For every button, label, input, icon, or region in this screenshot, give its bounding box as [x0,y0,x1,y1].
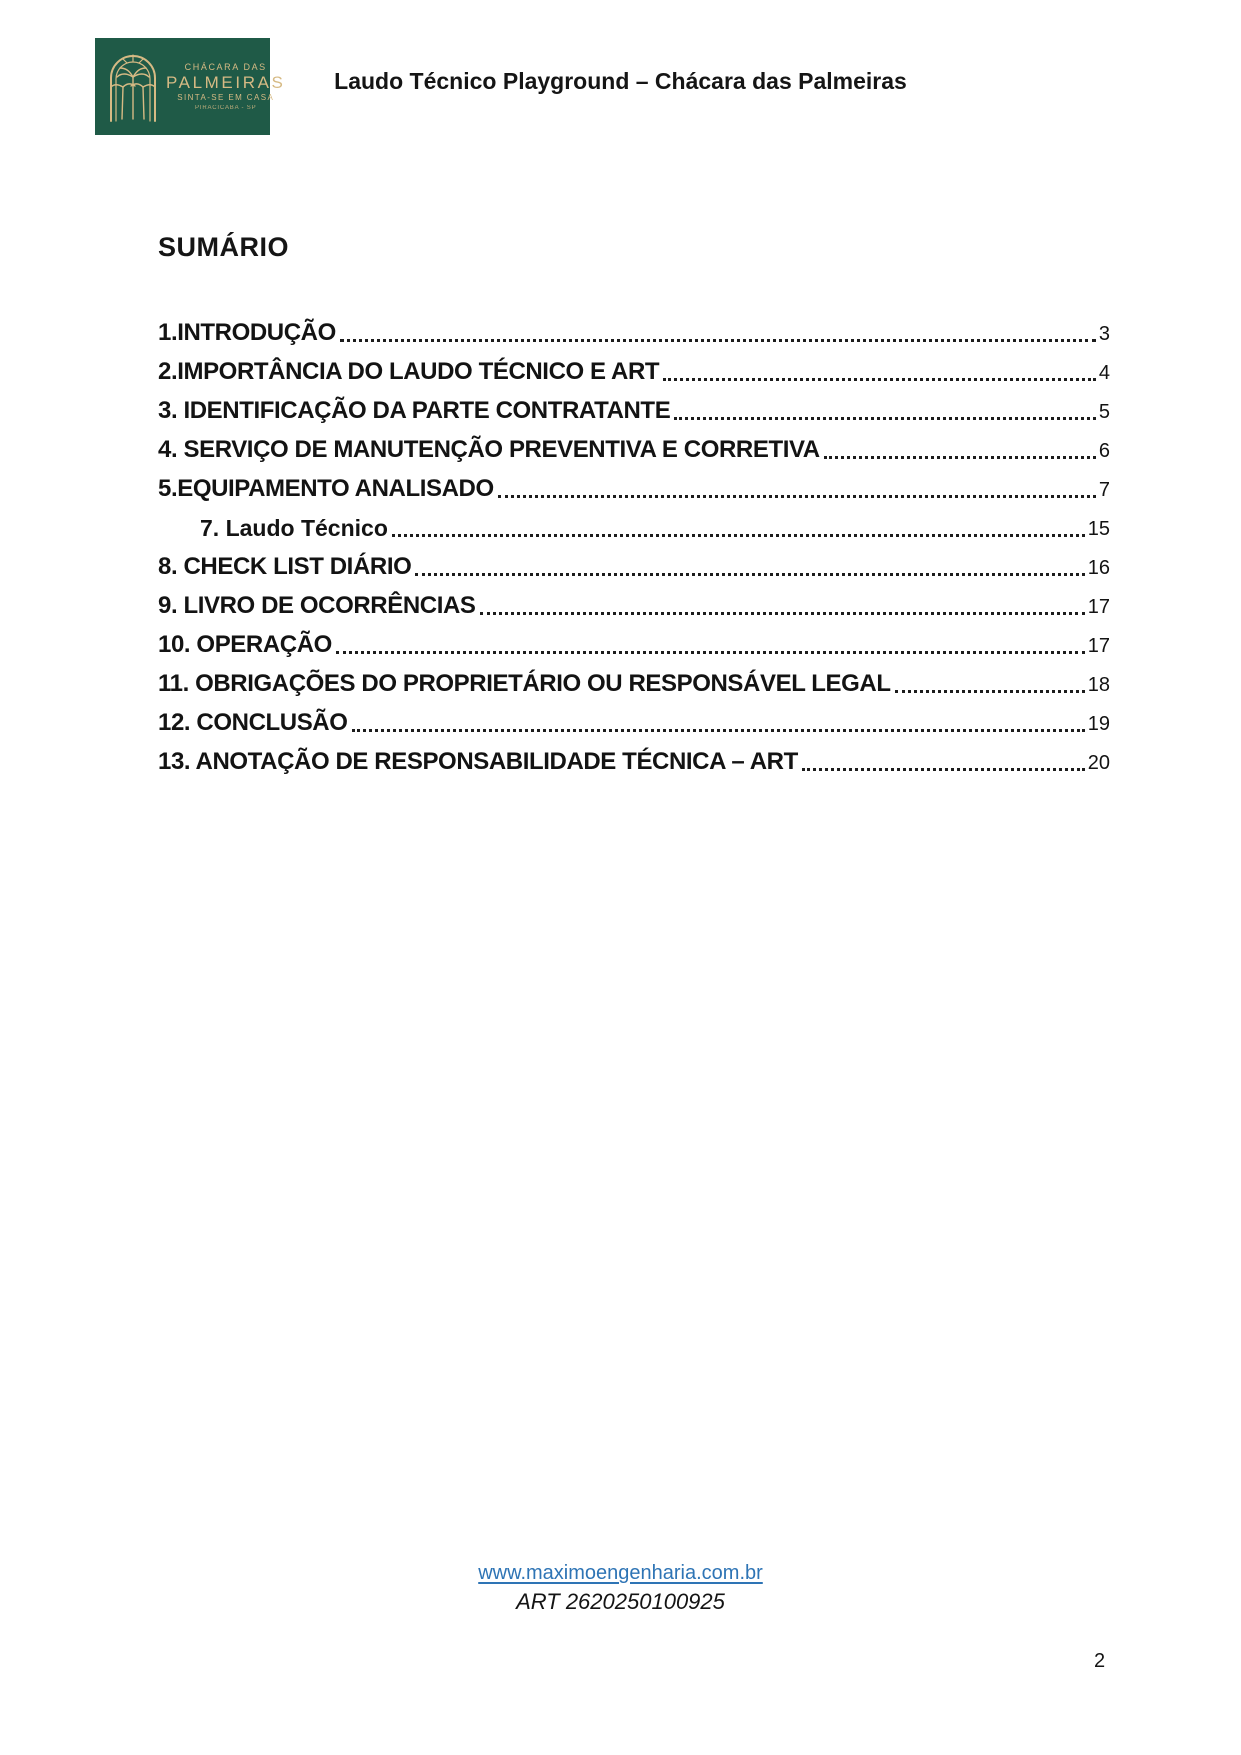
toc-entry-label: 12. CONCLUSÃO [158,709,348,736]
toc-entry-operacao [158,631,1110,659]
toc-entry-page: 3 [1098,323,1110,345]
toc-entry-conclusao [158,709,1110,737]
toc-entry-page: 4 [1098,362,1110,384]
logo-line-2: PALMEIRAS [166,72,286,92]
toc-entry-page: 16 [1087,557,1110,579]
document-title: Laudo Técnico Playground – Chácara das Palmeiras [334,68,907,94]
toc-entry-label: 13. ANOTAÇÃO DE RESPONSABILIDADE TÉCNICA – ART [158,748,798,775]
toc-entry-page: 15 [1087,518,1110,540]
toc-entry-introducao [158,319,1110,347]
toc-entry-page: 18 [1087,674,1110,696]
toc-entry-label: 1.INTRODUÇÃO [158,319,336,346]
toc-entry-identificacao [158,397,1110,425]
dot-leader [663,378,1096,381]
logo-line-3: SINTA-SE EM CASA [177,93,275,103]
page-number: 2 [1094,1650,1106,1672]
toc-entry-label: 8. CHECK LIST DIÁRIO [158,553,412,580]
toc-entry-livro [158,592,1110,620]
toc-entry-page: 19 [1087,713,1110,735]
toc-heading: SUMÁRIO [158,232,289,262]
toc-entry-importancia [158,358,1110,386]
dot-leader [340,339,1096,342]
toc-section [158,232,1110,787]
table-of-contents [158,319,1110,776]
toc-entry-servico [158,436,1110,464]
toc-entry-equipamento [158,475,1110,503]
toc-entry-label: 10. OPERAÇÃO [158,631,332,658]
toc-entry-label: 3. IDENTIFICAÇÃO DA PARTE CONTRATANTE [158,397,671,424]
dot-leader [415,573,1084,576]
dot-leader [824,456,1096,459]
toc-entry-label: 5.EQUIPAMENTO ANALISADO [158,475,494,502]
toc-entry-label: 7. Laudo Técnico [200,515,388,541]
art-number: ART 2620250100925 [516,1589,725,1614]
toc-entry-label: 11. OBRIGAÇÕES DO PROPRIETÁRIO OU RESPONSÁVEL LEGAL [158,670,891,697]
toc-entry-page: 5 [1098,401,1110,423]
dot-leader [498,495,1096,498]
toc-entry-label: 4. SERVIÇO DE MANUTENÇÃO PREVENTIVA E CORRETIVA [158,436,820,463]
dot-leader [674,417,1096,420]
website-link[interactable]: www.maximoengenharia.com.br [478,1562,763,1584]
toc-entry-checklist [158,553,1110,581]
toc-entry-laudo-tecnico [158,514,1110,542]
dot-leader [336,651,1085,654]
toc-entry-art [158,748,1110,776]
toc-entry-label: 2.IMPORTÂNCIA DO LAUDO TÉCNICO E ART [158,358,660,385]
toc-entry-page: 7 [1098,479,1110,501]
page-footer [0,1562,1241,1615]
toc-entry-page: 20 [1087,752,1110,774]
toc-entry-page: 17 [1087,596,1110,618]
logo-line-4: PIRACICABA - SP [195,104,257,111]
dot-leader [895,690,1085,693]
toc-entry-obrigacoes [158,670,1110,698]
logo-line-1: CHÁCARA DAS [184,61,267,72]
dot-leader [352,729,1085,732]
dot-leader [392,534,1085,537]
dot-leader [802,768,1085,771]
dot-leader [480,612,1085,615]
toc-entry-page: 6 [1098,440,1110,462]
toc-entry-page: 17 [1087,635,1110,657]
toc-entry-label: 9. LIVRO DE OCORRÊNCIAS [158,592,476,619]
